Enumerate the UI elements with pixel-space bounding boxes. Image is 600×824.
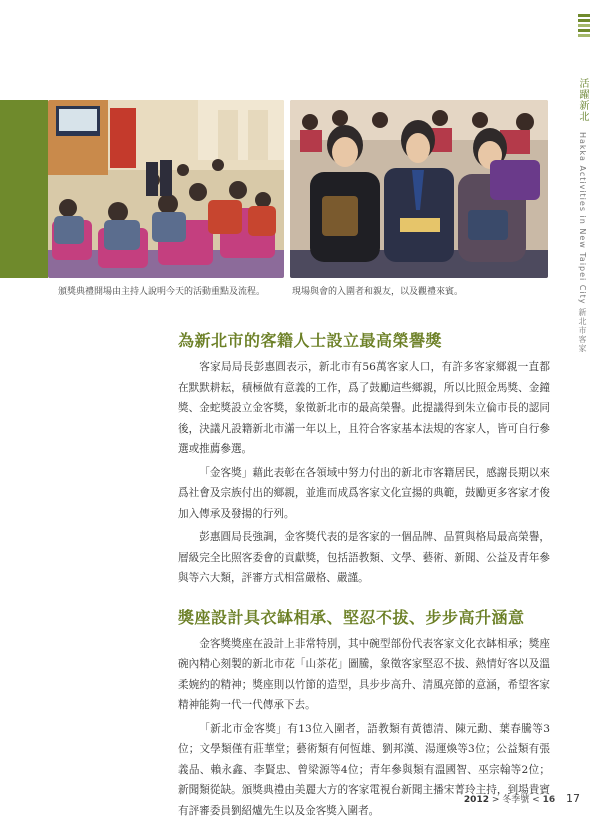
sidebar-title <box>575 78 590 353</box>
section1-paragraph: 彭惠圓局長強調，金客獎代表的是客家的一個品牌、品質與格局最高榮譽，層級完全比照客委會的貢獻獎，包括語教類、文學、藝術、新聞、公益及青年參與等六大類，評審方式相當嚴格、嚴謹。 <box>178 531 550 584</box>
sidebar-subtitle-text: Hakka Activities in New Taipei City 新北市客家 <box>578 132 587 354</box>
section1-paragraph: 「金客獎」藉此表彰在各領域中努力付出的新北市客籍居民，感謝長期以來爲社會及宗族付出的鄉親，並進而成爲客家文化宣揚的典範，鼓勵更多客家才俊加入傳承及發揚的行列。 <box>178 466 550 520</box>
audience-photo <box>290 100 548 278</box>
page-number: 17 <box>566 792 580 805</box>
footer-issue: 16 <box>542 795 556 805</box>
right-photo-caption: 現場與會的入圍者和親友，以及觀禮來賓。 <box>292 287 464 297</box>
section2-heading: 獎座設計具衣缽相承、堅忍不拔、步步高升涵意 <box>178 607 525 627</box>
footer-year: 2012 <box>463 795 489 805</box>
section2-paragraph: 「新北市金客獎」有13位入圍者，語教類有黃德清、陳元勳、葉春騰等3位；文學類僅有莊華堂；藝術類有何恆雄、劉邦漢、湯運煥等3位；公益類有張義品、賴永鑫、李賢忠、曾梁源等4位；青年參與類有溫國智、巫宗翰等2位；新聞類從缺。頒獎典禮由美麗大方的客家電視台新聞主播宋菁玲主持，到場貴賓有評審委員劉紹爐先生以及金客獎入圍者。 <box>178 722 550 817</box>
footer-season: 冬季號 <box>502 795 530 805</box>
audience-illustration <box>290 100 548 278</box>
footer-issue-prefix: < <box>532 795 540 805</box>
green-accent-block <box>0 100 48 278</box>
section2-paragraph: 金客獎獎座在設計上非常特別，其中碗型部份代表客家文化衣缽相承；獎座碗內精心刻製的新北市花「山茶花」圖騰，象徵客家堅忍不拔、熱情好客以及溫柔婉約的精神；獎座則以竹節的造型，具步步高升、清風亮節的意涵，希望客家精神能夠一代一代傳承下去。 <box>178 637 550 711</box>
ceremony-opening-illustration <box>48 100 284 278</box>
left-photo-caption: 頒獎典禮開場由主持人說明今天的活動重點及流程。 <box>58 287 266 297</box>
page-footer <box>464 792 580 805</box>
sidebar-title-text: 活躍新北 <box>577 78 588 122</box>
ceremony-opening-photo <box>48 100 284 278</box>
sidebar-decoration <box>578 14 590 39</box>
footer-separator: > <box>491 795 500 805</box>
section1-heading: 為新北市的客籍人士設立最高榮譽獎 <box>178 331 443 350</box>
section1-paragraph: 客家局局長彭惠圓表示，新北市有56萬客家人口，有許多客家鄉親一直都在默默耕耘，積極做有意義的工作，爲了鼓勵這些鄉親，所以比照金馬獎、金鐘獎、金蛇獎設立金客獎，象徵新北市的最高榮譽。此提議得到朱立倫市長的認同後，決議凡設籍新北市滿一年以上，且符合客家基本法規的客家人，皆可自行參選或推薦參選。 <box>178 361 550 455</box>
article-body <box>178 328 550 824</box>
